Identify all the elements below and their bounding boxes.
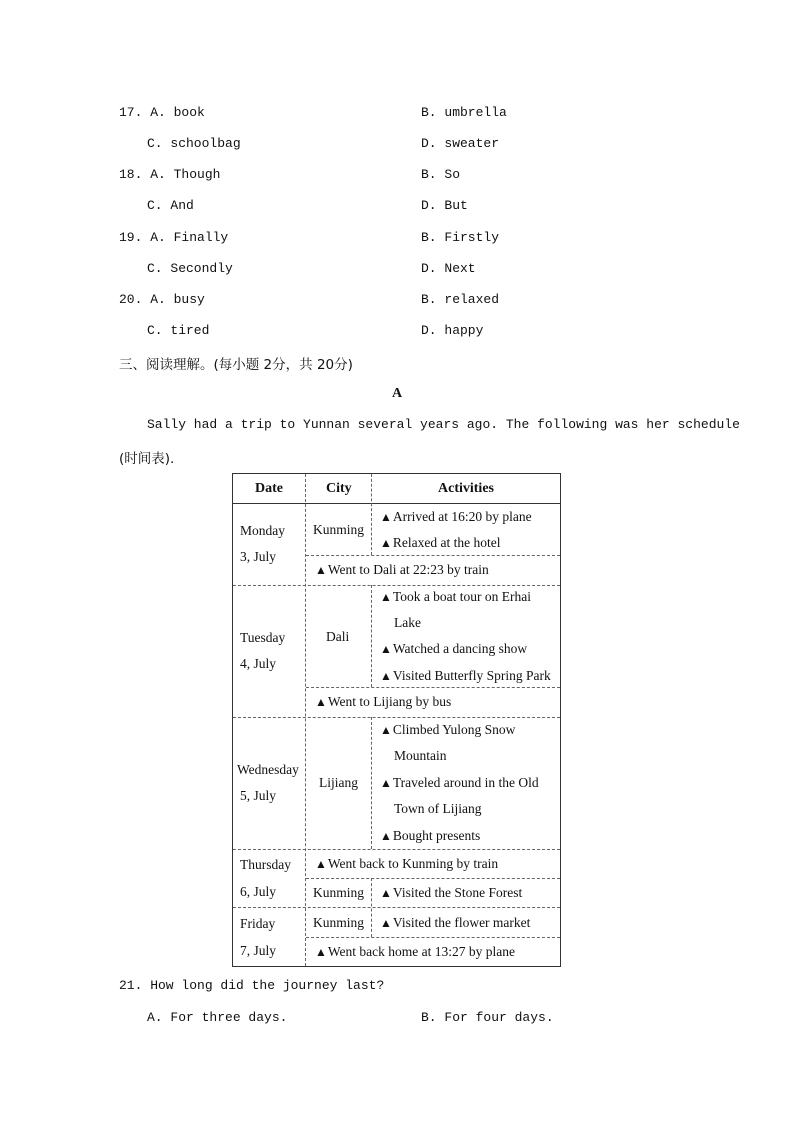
thursday-day: Thursday <box>240 857 291 872</box>
passage-label: A <box>392 386 403 401</box>
question-21: 21. How long did the journey last? <box>119 978 385 993</box>
passage-intro-line2: (时间表). <box>119 451 175 467</box>
triangle-bullet-icon: ▲ <box>380 723 392 737</box>
triangle-bullet-icon: ▲ <box>315 563 327 577</box>
thursday-travel: ▲Went back to Kunming by train <box>315 856 499 871</box>
q20-option-d: D. happy <box>421 323 484 338</box>
tuesday-activity-3: ▲Visited Butterfly Spring Park <box>380 668 551 683</box>
passage-intro-line1: Sally had a trip to Yunnan several years ago. The following was her schedule <box>147 417 740 432</box>
tuesday-city: Dali <box>326 629 350 644</box>
q19-option-d: D. Next <box>421 261 476 276</box>
triangle-bullet-icon: ▲ <box>315 857 327 871</box>
triangle-bullet-icon: ▲ <box>380 669 392 683</box>
q17-option-a: 17. A. book <box>119 105 205 120</box>
triangle-bullet-icon: ▲ <box>380 536 392 550</box>
triangle-bullet-icon: ▲ <box>380 916 392 930</box>
thursday-date: 6, July <box>240 884 277 899</box>
monday-travel: ▲Went to Dali at 22:23 by train <box>315 562 489 577</box>
tuesday-date: 4, July <box>240 656 277 671</box>
section-title: 三、阅读理解。(每小题 2分，共 20分) <box>119 357 353 373</box>
tuesday-activity-1-cont: Lake <box>394 615 421 630</box>
q20-option-a: 20. A. busy <box>119 292 205 307</box>
q19-option-c: C. Secondly <box>147 261 233 276</box>
q17-option-c: C. schoolbag <box>147 136 241 151</box>
monday-activity-1: ▲Arrived at 16:20 by plane <box>380 509 532 524</box>
triangle-bullet-icon: ▲ <box>315 695 327 709</box>
monday-activity-2: ▲Relaxed at the hotel <box>380 535 501 550</box>
tuesday-activity-2: ▲Watched a dancing show <box>380 641 528 656</box>
wednesday-activity-2-cont: Town of Lijiang <box>394 801 482 816</box>
friday-city: Kunming <box>313 915 365 930</box>
triangle-bullet-icon: ▲ <box>380 642 392 656</box>
q18-option-b: B. So <box>421 167 461 182</box>
wednesday-city: Lijiang <box>319 775 358 790</box>
q20-option-c: C. tired <box>147 323 210 338</box>
wednesday-activity-3: ▲Bought presents <box>380 828 481 843</box>
q20-option-b: B. relaxed <box>421 292 500 307</box>
triangle-bullet-icon: ▲ <box>315 945 327 959</box>
triangle-bullet-icon: ▲ <box>380 590 392 604</box>
q18-option-d: D. But <box>421 198 468 213</box>
wednesday-activity-1: ▲Climbed Yulong Snow <box>380 722 516 737</box>
monday-date: 3, July <box>240 549 277 564</box>
friday-day: Friday <box>240 916 276 931</box>
thursday-city: Kunming <box>313 885 365 900</box>
tuesday-day: Tuesday <box>240 630 286 645</box>
thursday-activity: ▲Visited the Stone Forest <box>380 885 523 900</box>
triangle-bullet-icon: ▲ <box>380 510 392 524</box>
wednesday-activity-2: ▲Traveled around in the Old <box>380 775 539 790</box>
triangle-bullet-icon: ▲ <box>380 886 392 900</box>
header-activities: Activities <box>438 481 494 496</box>
tuesday-travel: ▲Went to Lijiang by bus <box>315 694 452 709</box>
schedule-table <box>232 473 561 967</box>
monday-day: Monday <box>240 523 285 538</box>
q18-option-a: 18. A. Though <box>119 167 221 182</box>
wednesday-date: 5, July <box>240 788 277 803</box>
monday-city: Kunming <box>313 522 365 537</box>
q19-option-b: B. Firstly <box>421 230 500 245</box>
q21-option-b: B. For four days. <box>421 1010 554 1025</box>
friday-travel: ▲Went back home at 13:27 by plane <box>315 944 515 959</box>
q17-option-d: D. sweater <box>421 136 500 151</box>
q21-option-a: A. For three days. <box>147 1010 288 1025</box>
q18-option-c: C. And <box>147 198 194 213</box>
header-date: Date <box>255 481 283 496</box>
friday-activity: ▲Visited the flower market <box>380 915 531 930</box>
q19-option-a: 19. A. Finally <box>119 230 229 245</box>
friday-date: 7, July <box>240 943 277 958</box>
header-city: City <box>326 481 352 496</box>
q17-option-b: B. umbrella <box>421 105 507 120</box>
wednesday-activity-1-cont: Mountain <box>394 748 447 763</box>
triangle-bullet-icon: ▲ <box>380 776 392 790</box>
wednesday-day: Wednesday <box>237 762 299 777</box>
tuesday-activity-1: ▲Took a boat tour on Erhai <box>380 589 532 604</box>
triangle-bullet-icon: ▲ <box>380 829 392 843</box>
